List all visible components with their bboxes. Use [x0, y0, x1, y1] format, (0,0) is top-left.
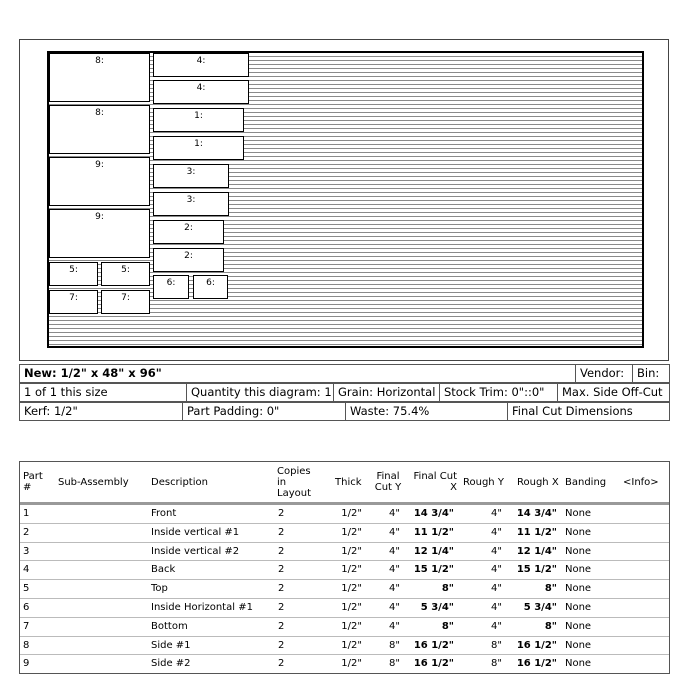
cell-rough-y: 4" — [491, 620, 502, 632]
header-banding: Banding — [565, 476, 607, 488]
cell-thick: 1/2" — [341, 639, 362, 651]
cell-part: 1 — [23, 508, 30, 519]
cell-rough-y: 4" — [491, 526, 502, 538]
cutting-diagram — [19, 39, 669, 361]
cell-final-cut-x: 16 1/2" — [413, 658, 454, 670]
part-label: 4: — [196, 56, 206, 66]
parts-table — [19, 461, 670, 674]
part-label: 2: — [184, 223, 193, 233]
cell-description: Bottom — [151, 620, 188, 632]
cell-thick: 1/2" — [341, 658, 362, 670]
cell-copies: 2 — [278, 583, 285, 595]
cell-final-cut-x: 11 1/2" — [413, 526, 454, 538]
cell-part: 6 — [23, 601, 30, 613]
cell-final-cut-y: 4" — [389, 526, 400, 538]
part-label: 4: — [196, 83, 206, 93]
cell-rough-x: 8" — [544, 620, 557, 632]
cell-thick: 1/2" — [341, 526, 362, 538]
cell-final-cut-y: 4" — [389, 601, 400, 613]
part-piece[interactable] — [153, 53, 249, 77]
cell-final-cut-x: 16 1/2" — [413, 639, 454, 651]
table-row[interactable] — [20, 637, 669, 656]
part-piece[interactable] — [153, 80, 249, 104]
part-piece[interactable] — [49, 209, 150, 258]
cell-part: 9 — [23, 658, 30, 670]
header-final-cut-x: Final Cut X — [413, 471, 457, 493]
part-label: 8: — [95, 108, 104, 118]
sheet-details-row — [19, 383, 670, 402]
diagram-quantity: Quantity this diagram: 1 — [186, 384, 333, 401]
max-side-offcut: Max. Side Off-Cut — [557, 384, 670, 401]
cell-description: Top — [151, 583, 168, 595]
part-piece[interactable] — [153, 275, 189, 299]
cell-rough-x: 16 1/2" — [516, 639, 557, 651]
part-piece[interactable] — [101, 290, 150, 314]
part-label: 1: — [194, 139, 203, 149]
cell-part: 8 — [23, 639, 30, 651]
cell-rough-x: 12 1/4" — [516, 545, 557, 557]
header-info: <Info> — [623, 476, 659, 488]
cell-final-cut-y: 4" — [389, 545, 400, 557]
cell-final-cut-x: 12 1/4" — [413, 545, 454, 557]
final-cut-dimensions: Final Cut Dimensions — [507, 403, 670, 420]
vendor-label: Vendor: — [575, 365, 632, 382]
cell-part: 4 — [23, 564, 30, 576]
cell-description: Inside vertical #2 — [151, 545, 240, 557]
table-row[interactable] — [20, 505, 669, 524]
part-piece[interactable] — [101, 262, 150, 286]
sheet-title: New: 1/2" x 48" x 96" — [24, 366, 162, 380]
cell-copies: 2 — [278, 658, 285, 670]
header-part: Part # — [23, 471, 43, 493]
part-piece[interactable] — [153, 108, 244, 132]
cell-final-cut-y: 8" — [389, 639, 400, 651]
bin-label: Bin: — [632, 365, 670, 382]
cell-banding: None — [565, 620, 592, 632]
table-row[interactable] — [20, 524, 669, 543]
cell-copies: 2 — [278, 508, 285, 519]
header-subassembly: Sub-Assembly — [58, 476, 129, 488]
cell-rough-x: 15 1/2" — [516, 564, 557, 576]
cell-banding: None — [565, 583, 592, 595]
cell-final-cut-x: 14 3/4" — [413, 508, 454, 519]
cell-description: Side #2 — [151, 658, 191, 670]
cell-final-cut-x: 5 3/4" — [420, 601, 454, 613]
sheet-stock — [47, 51, 644, 348]
kerf: Kerf: 1/2" — [24, 404, 78, 418]
cell-rough-x: 14 3/4" — [516, 508, 557, 519]
part-piece[interactable] — [49, 262, 98, 286]
cell-final-cut-x: 15 1/2" — [413, 564, 454, 576]
part-label: 9: — [95, 212, 104, 222]
sheet-count: 1 of 1 this size — [24, 385, 108, 399]
cell-description: Side #1 — [151, 639, 191, 651]
cell-banding: None — [565, 526, 592, 538]
part-label: 6: — [206, 278, 215, 288]
cell-description: Front — [151, 508, 177, 519]
part-label: 5: — [121, 265, 130, 275]
part-piece[interactable] — [153, 136, 244, 160]
part-piece[interactable] — [153, 220, 224, 244]
part-label: 3: — [186, 195, 196, 205]
cell-final-cut-y: 4" — [389, 620, 400, 632]
cell-description: Inside Horizontal #1 — [151, 601, 253, 613]
part-piece[interactable] — [49, 105, 150, 154]
cell-thick: 1/2" — [341, 601, 362, 613]
cell-final-cut-y: 4" — [389, 508, 400, 519]
table-header — [20, 462, 669, 505]
cell-thick: 1/2" — [341, 583, 362, 595]
cell-copies: 2 — [278, 620, 285, 632]
part-piece[interactable] — [153, 192, 229, 216]
cell-banding: None — [565, 508, 592, 519]
cell-final-cut-y: 4" — [389, 583, 400, 595]
cell-description: Back — [151, 564, 176, 576]
cell-copies: 2 — [278, 526, 285, 538]
header-copies: Copies in Layout — [277, 465, 311, 499]
cell-copies: 2 — [278, 639, 285, 651]
header-thick: Thick — [335, 476, 362, 488]
cell-thick: 1/2" — [341, 620, 362, 632]
part-label: 7: — [121, 293, 130, 303]
cell-part: 2 — [23, 526, 30, 538]
table-row[interactable] — [20, 618, 669, 637]
cell-rough-y: 4" — [491, 564, 502, 576]
cell-description: Inside vertical #1 — [151, 526, 240, 538]
part-piece[interactable] — [153, 248, 224, 272]
table-row[interactable] — [20, 580, 669, 599]
part-padding: Part Padding: 0" — [182, 403, 345, 420]
part-label: 1: — [194, 111, 203, 121]
part-piece[interactable] — [153, 164, 229, 188]
header-rough-y: Rough Y — [463, 476, 504, 488]
cell-rough-y: 4" — [491, 545, 502, 557]
cell-final-cut-x: 8" — [441, 583, 454, 595]
part-label: 8: — [95, 56, 104, 66]
cell-banding: None — [565, 658, 592, 670]
sheet-settings-row — [19, 402, 670, 421]
stock-trim: Stock Trim: 0"::0" — [439, 384, 557, 401]
cell-rough-x: 11 1/2" — [516, 526, 557, 538]
cell-banding: None — [565, 545, 592, 557]
table-row[interactable] — [20, 561, 669, 580]
cell-final-cut-x: 8" — [441, 620, 454, 632]
cell-copies: 2 — [278, 601, 285, 613]
table-row[interactable] — [20, 655, 669, 673]
cell-rough-x: 5 3/4" — [523, 601, 557, 613]
table-row[interactable] — [20, 543, 669, 562]
part-piece[interactable] — [193, 275, 228, 299]
cell-rough-y: 4" — [491, 601, 502, 613]
cell-rough-x: 16 1/2" — [516, 658, 557, 670]
part-label: 9: — [95, 160, 104, 170]
cell-rough-y: 8" — [491, 639, 502, 651]
sheet-title-row — [19, 364, 670, 383]
cell-final-cut-y: 4" — [389, 564, 400, 576]
cell-copies: 2 — [278, 564, 285, 576]
cell-part: 7 — [23, 620, 30, 632]
cell-thick: 1/2" — [341, 508, 362, 519]
cell-rough-y: 4" — [491, 508, 502, 519]
grain-direction: Grain: Horizontal — [333, 384, 439, 401]
cell-thick: 1/2" — [341, 564, 362, 576]
cell-rough-x: 8" — [544, 583, 557, 595]
cell-final-cut-y: 8" — [389, 658, 400, 670]
cell-copies: 2 — [278, 545, 285, 557]
cell-rough-y: 8" — [491, 658, 502, 670]
cell-rough-y: 4" — [491, 583, 502, 595]
cell-part: 5 — [23, 583, 30, 595]
part-piece[interactable] — [49, 157, 150, 206]
part-label: 2: — [184, 251, 193, 261]
table-row[interactable] — [20, 599, 669, 618]
part-label: 3: — [186, 167, 196, 177]
part-label: 7: — [69, 293, 78, 303]
part-label: 6: — [166, 278, 176, 288]
waste-percent: Waste: 75.4% — [345, 403, 507, 420]
table-body — [20, 505, 669, 673]
header-rough-x: Rough X — [517, 476, 559, 488]
part-label: 5: — [69, 265, 78, 275]
cell-banding: None — [565, 564, 592, 576]
cell-part: 3 — [23, 545, 30, 557]
cell-banding: None — [565, 601, 592, 613]
header-description: Description — [151, 476, 208, 488]
part-piece[interactable] — [49, 53, 150, 102]
cell-banding: None — [565, 639, 592, 651]
header-final-cut-y: Final Cut Y — [374, 471, 402, 493]
cell-thick: 1/2" — [341, 545, 362, 557]
part-piece[interactable] — [49, 290, 98, 314]
